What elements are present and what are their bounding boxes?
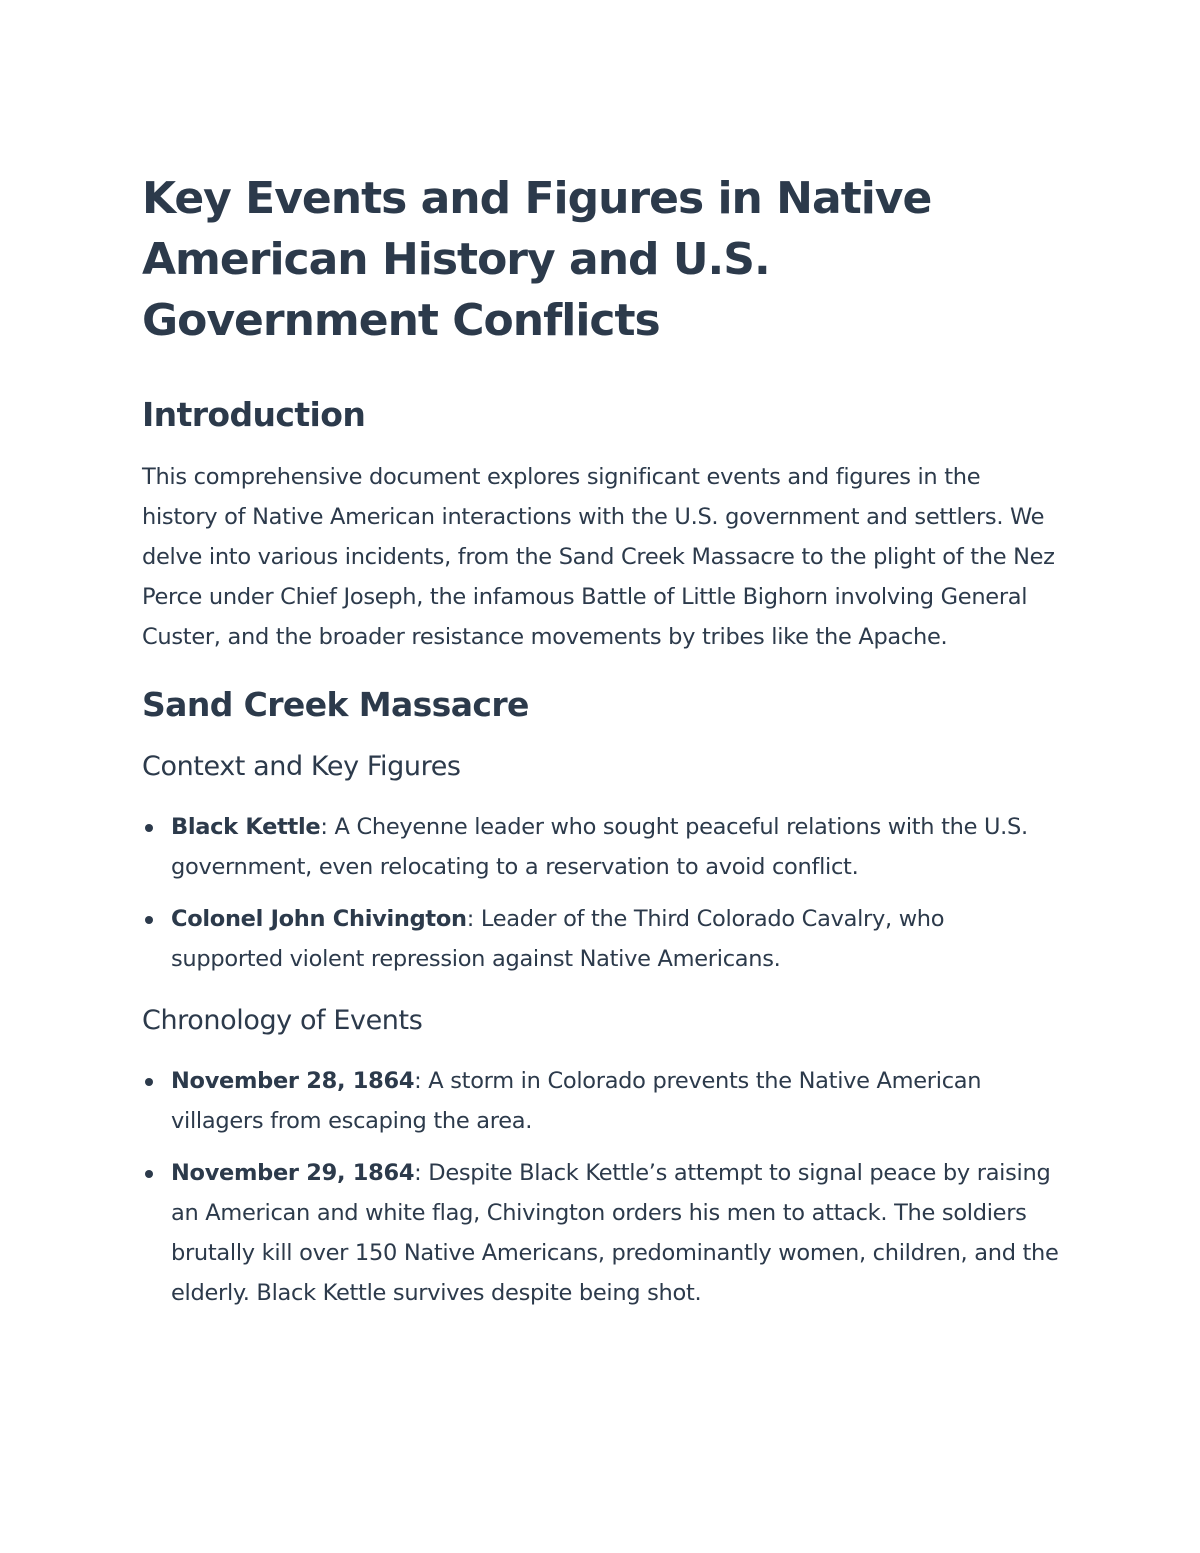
introduction-section bbox=[142, 393, 1062, 657]
list-item-term: November 29, 1864 bbox=[171, 1160, 415, 1186]
list-item-term: November 28, 1864 bbox=[171, 1068, 415, 1094]
list-item-text: : A Cheyenne leader who sought peaceful relations with the U.S. government, even relocating to a reservation to avoid conflict. bbox=[171, 814, 1028, 880]
list-item-term: Black Kettle bbox=[171, 814, 321, 840]
list-item-nov-29 bbox=[142, 1153, 1062, 1313]
list-item-text: : Despite Black Kettle’s attempt to signal peace by raising an American and white flag, Chivington orders his men to attack. The soldiers brutally kill over 150 Native Americans, predominantly women, children, and the elderly. Black Kettle survives despite being shot. bbox=[171, 1160, 1059, 1306]
bullet-icon bbox=[145, 1078, 153, 1086]
bullet-icon bbox=[145, 916, 153, 924]
list-item-text: : Leader of the Third Colorado Cavalry, who supported violent repression against Native Americans. bbox=[171, 906, 945, 972]
context-heading: Context and Key Figures bbox=[142, 751, 461, 782]
list-item-chivington bbox=[142, 899, 1062, 979]
chronology-heading: Chronology of Events bbox=[142, 1005, 423, 1036]
sand-creek-section bbox=[142, 683, 1062, 1313]
bullet-icon bbox=[145, 1170, 153, 1178]
bullet-icon bbox=[145, 824, 153, 832]
introduction-heading: Introduction bbox=[142, 395, 366, 434]
document-title: Key Events and Figures in Native American History and U.S. Government Conflicts bbox=[142, 173, 932, 346]
chronology-list bbox=[142, 1061, 1062, 1313]
context-list bbox=[142, 807, 1062, 979]
introduction-paragraph: This comprehensive document explores significant events and figures in the history of Native American interactions with the U.S. government and settlers. We delve into various incidents, from the Sand Creek Massacre to the plight of the Nez Perce under Chief Joseph, the infamous Battle of Little Bighorn involving General Custer, and the broader resistance movements by tribes like the Apache. bbox=[142, 464, 1055, 650]
list-item-nov-28 bbox=[142, 1061, 1062, 1141]
document-page bbox=[142, 168, 1062, 1337]
list-item-text: : A storm in Colorado prevents the Native American villagers from escaping the area. bbox=[171, 1068, 982, 1134]
list-item-black-kettle bbox=[142, 807, 1062, 887]
sand-creek-heading: Sand Creek Massacre bbox=[142, 685, 529, 724]
list-item-term: Colonel John Chivington bbox=[171, 906, 467, 932]
